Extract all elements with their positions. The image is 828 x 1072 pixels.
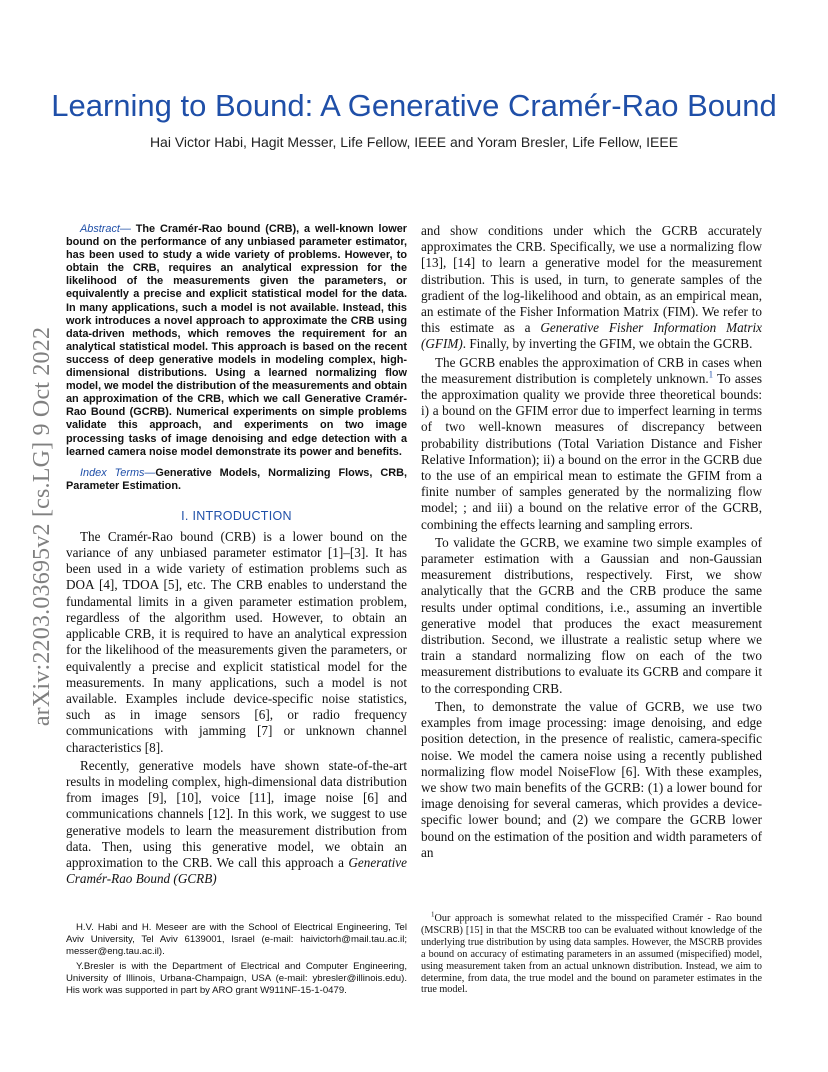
intro-paragraph-1: The Cramér-Rao bound (CRB) is a lower bound on the variance of any unbiased parameter estimator [1]–[3]. It has been used in a wide variety of estimation problems such as DOA [4], TDOA [5], etc. The CRB enables to understand the fundamental limits in a given parameter estimation problem, regardless of the algorithm used. However, to obtain an applicable CRB, it is required to have an analytical expression for the likelihood of the measurements given the parameters, or equivalently a precise and explicit statistical model for the measurements. In many applications, such a model is not available. Examples include device-specific noise statistics, such as in image sensors [6], or radio frequency communications with jamming [7] or unknown channel characteristics [8]. (66, 528, 407, 755)
intro-paragraph-6: Then, to demonstrate the value of GCRB, we use two examples from image processing: image denoising, and edge position detection, in the presence of realistic, camera-specific noise. We model the camera noise using a recently published normalizing flow model NoiseFlow [6]. With these examples, we show two main benefits of the GCRB: (1) a lower bound for image denoising for several cameras, which provides a device-specific lower bound; and (2) we compare the GCRB lower bound on the estimation of the position and width parameters of an (421, 698, 762, 860)
index-terms-label: Index Terms— (80, 466, 156, 479)
author-affiliations (66, 922, 407, 1001)
abstract-label: Abstract— (80, 223, 131, 235)
intro-paragraph-4-tail: To asses the approximation quality we provide three theoretical bounds: i) a bound on the GFIM error due to imperfect learning in terms of two well-known measures of discrepancy between probability distributions (Total Variation Distance and Fisher Relative Information); ii) a bound on the error in the GCRB due to the use of an empirical mean to estimate the GFIM from a finite number of samples generated by the normalizing flow model; ; and iii) a bound on the relative error of the GCRB, combining the effects learning and sampling errors. (421, 370, 763, 532)
abstract (66, 223, 407, 459)
intro-paragraph-3-tail: . Finally, by inverting the GFIM, we obtain the GCRB. (462, 336, 753, 352)
affiliation-bresler: Y.Bresler is with the Department of Electrical and Computer Engineering, University of Illinois, Urbana-Champaign, USA (e-mail: ybresler@illinois.edu). His work was supported in part by ARO grant W911NF-15-1-0479. (66, 961, 407, 996)
intro-paragraph-5: To validate the GCRB, we examine two simple examples of parameter estimation with a Gaussian and non-Gaussian measurement distributions, respectively. First, we show analytically that the GCRB and the CRB produce the same results under optimal conditions, i.e., assuming an invertible generative model that produces the exact measurement distribution. Second, we illustrate a realistic setup where we train a standard normalizing flow on each of the two measurement distributions to evaluate its GCRB and compare it to the corresponding CRB. (421, 534, 762, 696)
footnote-ref-link[interactable]: 1 (708, 369, 714, 380)
left-column (66, 223, 407, 887)
section-heading-introduction: I. INTRODUCTION (181, 508, 292, 523)
author-list: Hai Victor Habi, Hagit Messer, Life Fellow, IEEE and Yoram Bresler, Life Fellow, IEEE (149, 134, 679, 150)
footnote-1 (421, 910, 762, 996)
right-column (421, 223, 762, 861)
arxiv-sidebar (30, 296, 56, 756)
index-terms (66, 467, 407, 493)
intro-paragraph-2-text: Recently, generative models have shown state-of-the-art results in modeling complex, high-dimensional data distribution from images [9], [10], voice [11], image noise [6] and communications channels [12]. In this work, we suggest to use generative models to learn the measurement distribution from data. Then, using this generative model, we obtain an approximation to the CRB. We call this approach a (66, 757, 407, 870)
intro-paragraph-4-text: The GCRB enables the approximation of CRB in cases when the measurement distribution is completely unknown. (421, 354, 762, 386)
abstract-text: The Cramér-Rao bound (CRB), a well-known lower bound on the performance of any unbiased parameter estimator, has been used to study a wide variety of problems. However, to obtain the CRB, requires an analytical expression for the likelihood of the measurements given the parameters, or equivalently a precise and explicit statistical model for the data. In many applications, such a model is not available. Instead, this work introduces a novel approach to approximate the CRB using data-driven methods, which removes the requirement for an analytical statistical model. This approach is based on the recent success of deep generative models in modeling complex, high-dimensional distributions. Using a learned normalizing flow model, we model the distribution of the measurements and obtain an approximation of the CRB, which we call Generative Cramér-Rao Bound (GCRB). Numerical experiments on simple problems validate this approach, and experiments on two image processing tasks of image denoising and edge detection with a learned camera noise model demonstrate its power and benefits. (66, 223, 407, 458)
gfim-term: Generative Fisher Information Matrix (GFIM) (421, 320, 762, 352)
intro-paragraph-3-text: and show conditions under which the GCRB accurately approximates the CRB. Specifically, we use a normalizing flow [13], [14] to learn a generative model for the measurement distribution. This is used, in turn, to generate samples of the gradient of the log-likelihood and obtain, as an empirical mean, an estimate of the Fisher Information Matrix (FIM). We refer to this estimate as a (421, 223, 762, 336)
footnote-text: Our approach is somewhat related to the misspecified Cramér - Rao bound (MSCRB) [15] in that the MSCRB too can be evaluated without knowledge of the underlying true distribution by using data samples. However, the MSCRB provides a bound on accuracy of estimating parameters in an assumed (mispecified) model, using measurement taken from an actual unknown distribution. Instead, we aim to determine, from data, the true model and the bound on parameter estimates in the true model. (421, 913, 762, 996)
affiliation-habi-messer: H.V. Habi and H. Meseer are with the School of Electrical Engineering, Tel Aviv University, Tel Aviv 6139001, Israel (e-mail: haivictorh@mail.tau.ac.il; messer@eng.tau.ac.il). (66, 922, 407, 957)
paper-title: Learning to Bound: A Generative Cramér-Rao Bound (51, 88, 777, 123)
intro-paragraph-4 (421, 355, 762, 533)
intro-paragraph-2 (66, 758, 407, 888)
index-terms-text: Generative Models, Normalizing Flows, CRB, Parameter Estimation. (66, 466, 407, 492)
intro-paragraph-3 (421, 223, 762, 353)
footnote-mark: 1 (431, 910, 435, 919)
gcrb-term: Generative Cramér-Rao Bound (GCRB) (66, 854, 407, 887)
arxiv-id: arXiv:2203.03695v2 [cs.LG] 9 Oct 2022 (29, 326, 56, 726)
